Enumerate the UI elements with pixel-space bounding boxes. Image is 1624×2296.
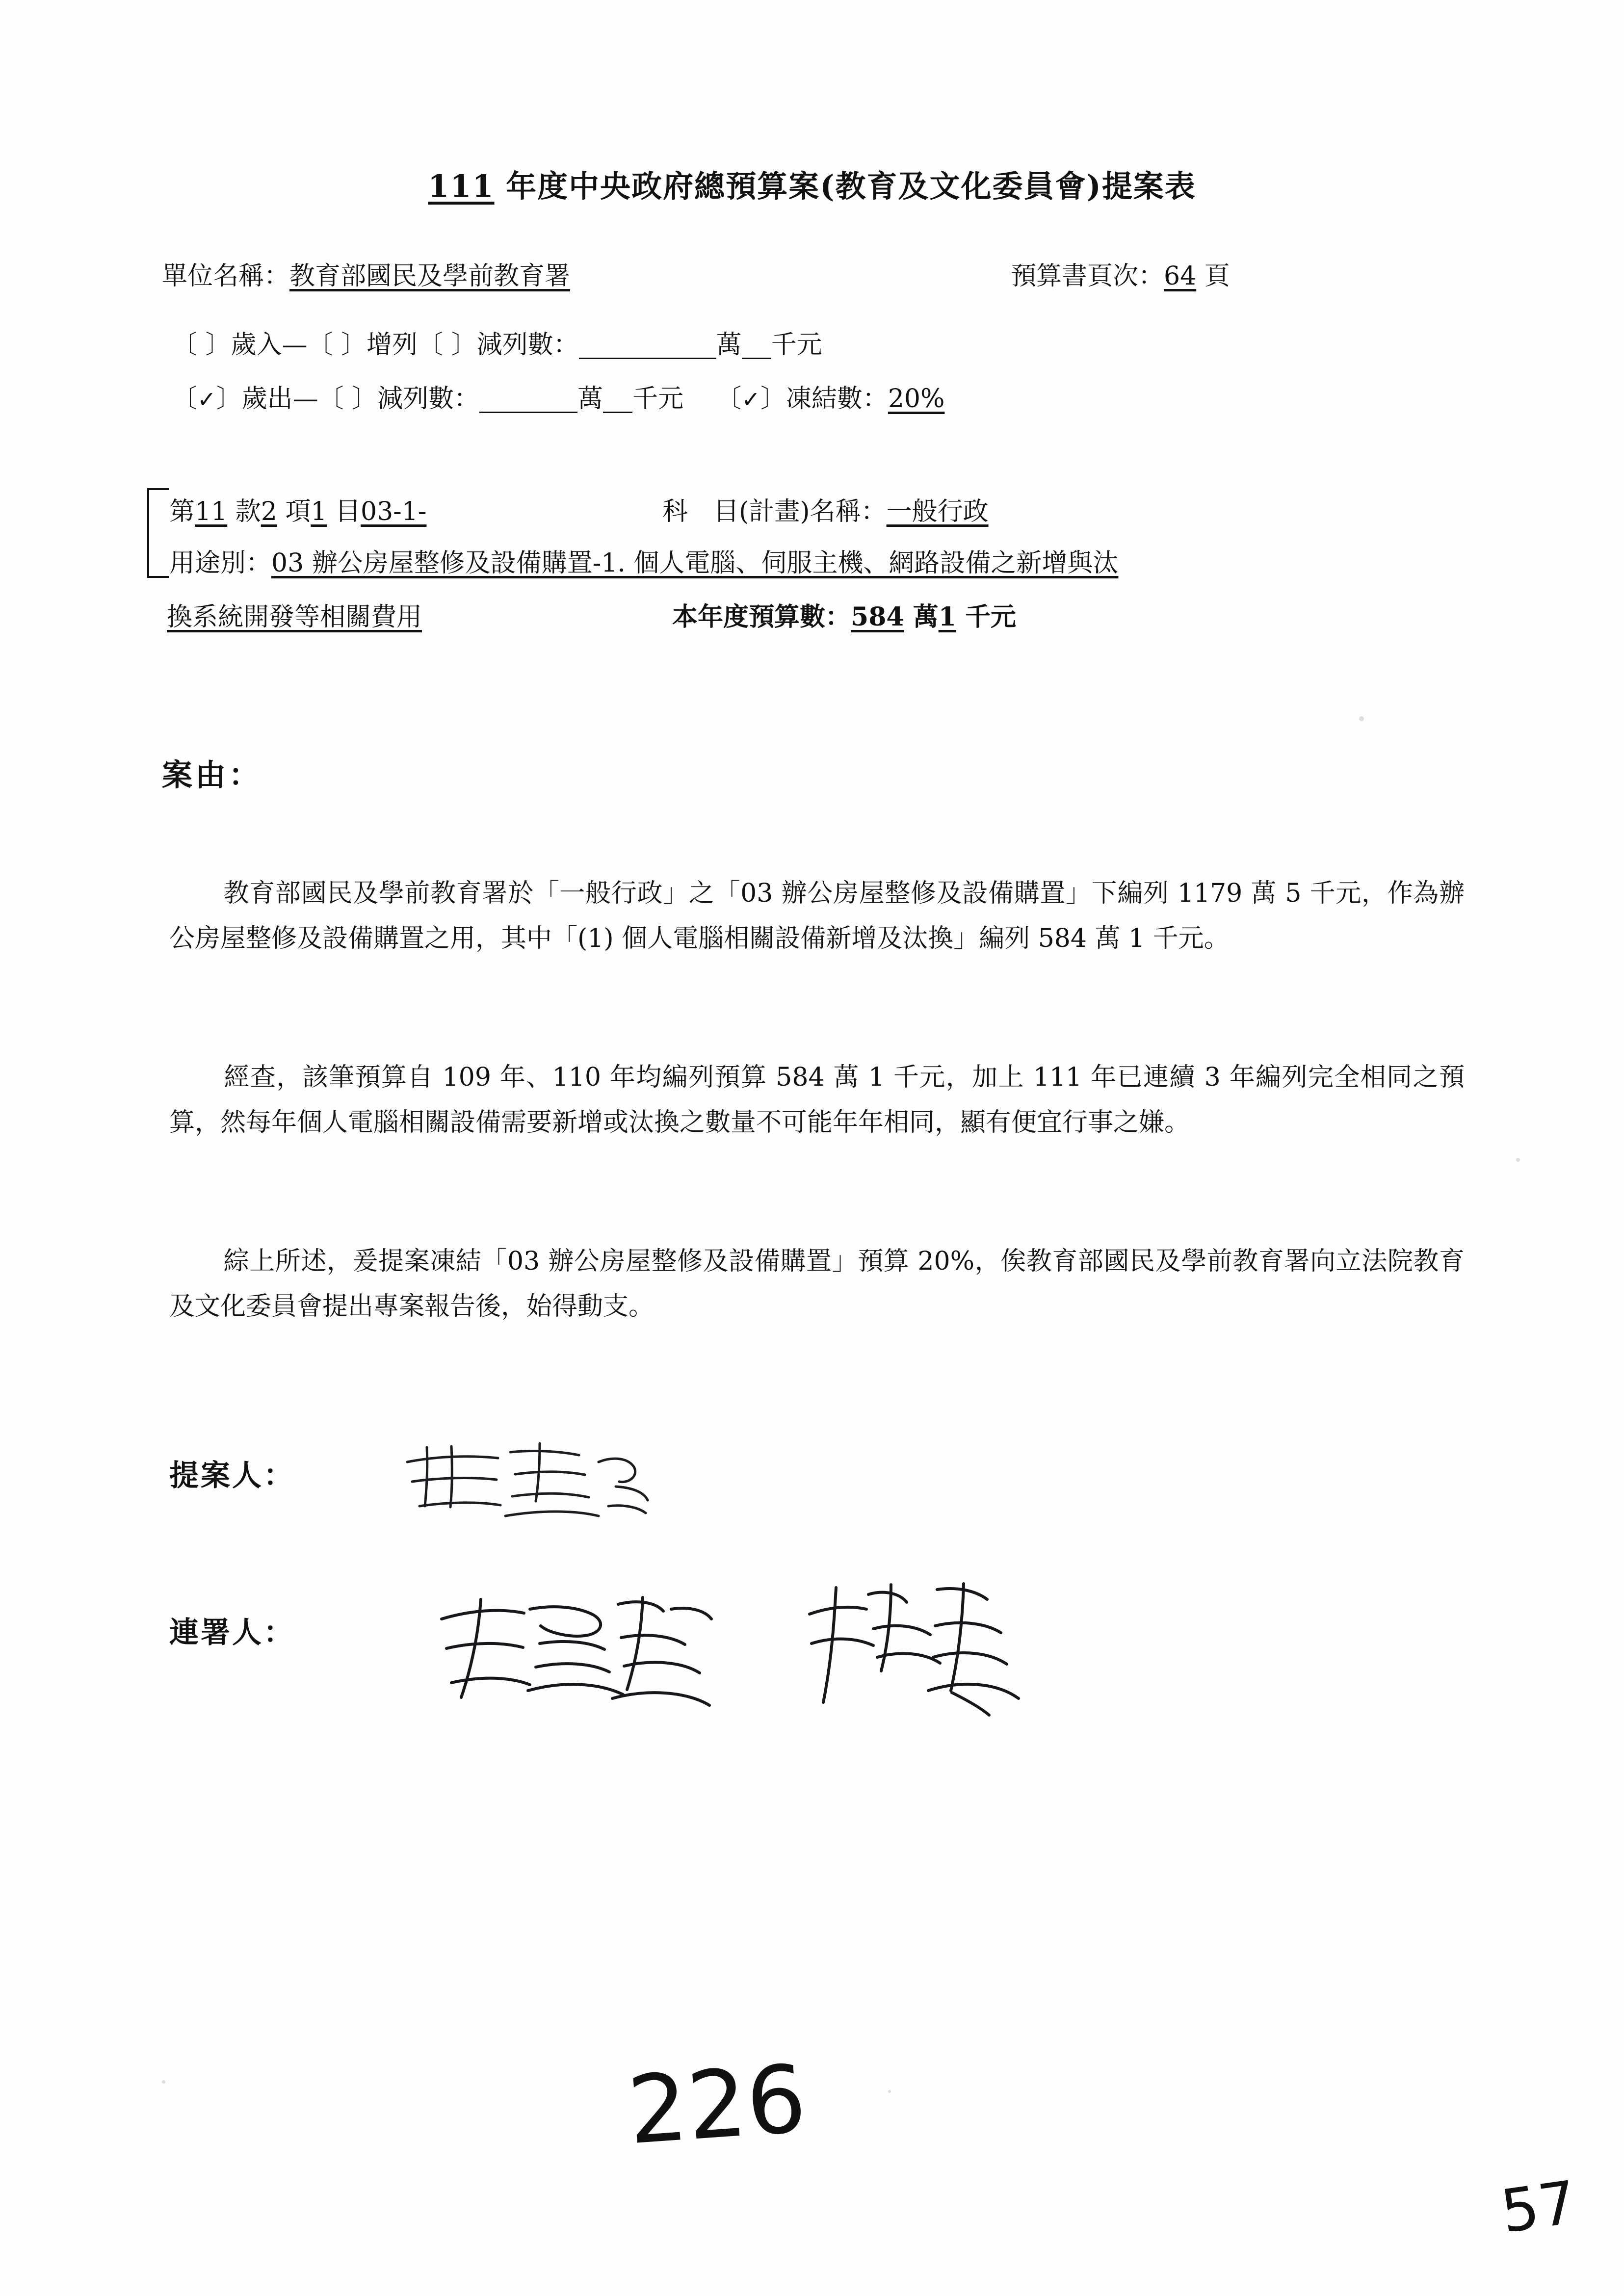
proposer-label: 提案人： (169, 1459, 295, 1493)
budget-book-page-value: 64 (1164, 261, 1197, 291)
purpose-value-line2: 換系統開發等相關費用 (167, 602, 422, 632)
income-unit-wan: 萬 (716, 330, 742, 360)
signature-proposer (393, 1433, 667, 1531)
item-group-bracket (147, 488, 169, 578)
case-paragraph-3-text: 綜上所述，爰提案凍結「03 辦公房屋整修及設備購置」預算 20%，俟教育部國民及學前教育署向立法院教育及文化委員會提出專案報告後，始得動支。 (169, 1247, 1465, 1321)
expenditure-unit-wan: 萬 (577, 384, 603, 414)
annual-budget-line (672, 596, 1016, 633)
annual-budget-unit-qian: 千元 (965, 602, 1016, 632)
bracket-open-1: 〔 (172, 384, 198, 414)
item-line (169, 491, 426, 527)
signature-cosigner-1 (432, 1585, 736, 1717)
budget-book-page-unit: 頁 (1204, 261, 1230, 291)
case-paragraph-1 (169, 871, 1465, 961)
expenditure-unit-qian: 千元 (632, 384, 684, 414)
income-qian-blank (742, 331, 771, 359)
budget-book-page-row (1011, 255, 1230, 292)
signature-cosigner-2 (795, 1575, 1030, 1717)
scan-speckle (1516, 1158, 1520, 1162)
item-xiang-value: 2 (261, 497, 277, 526)
item-code: 03-1- (361, 497, 427, 526)
income-amount-blank (579, 331, 716, 359)
subject-value: 一般行政 (886, 497, 989, 526)
case-paragraph-2-text: 經查，該筆預算自 109 年、110 年均編列預算 584 萬 1 千元，加上 111 年已連續 3 年編列完全相同之預算，然每年個人電腦相關設備需要新增或汰換之數量不可能年年相同，顯有便宜行事之嫌。 (169, 1063, 1465, 1137)
item-kuan-value: 11 (195, 497, 228, 526)
expenditure-checkbox-mark: ✓ (197, 386, 216, 413)
unit-name-label: 單位名稱： (162, 261, 290, 291)
title-year: 111 (428, 168, 495, 204)
unit-name-row (162, 255, 570, 292)
income-line-prefix: 〔 〕歲入—〔 〕增列〔 〕減列數： (172, 330, 579, 360)
corner-page-number: 57 (1497, 2168, 1581, 2246)
income-line (172, 324, 822, 361)
purpose-value-line1: 03 辦公房屋整修及設備購置-1. 個人電腦、伺服主機、網路設備之新增與汰 (271, 548, 1119, 578)
page-title (0, 162, 1624, 206)
bracket-open-2: 〔 (716, 384, 742, 414)
annual-budget-value2: 1 (938, 602, 956, 632)
expenditure-line (172, 378, 944, 415)
scan-speckle (1359, 716, 1364, 721)
freeze-value: 20% (888, 384, 945, 414)
unit-name-value: 教育部國民及學前教育署 (289, 261, 571, 291)
case-paragraph-2 (169, 1055, 1465, 1145)
freeze-checkbox-mark: ✓ (741, 386, 760, 413)
scan-speckle (888, 2090, 891, 2093)
purpose-line (169, 542, 1118, 579)
title-rest: 年度中央政府總預算案(教育及文化委員會)提案表 (506, 168, 1196, 204)
expenditure-amount-blank (479, 385, 577, 413)
subject-label: 科 目(計畫)名稱： (662, 497, 887, 526)
scan-speckle (162, 2080, 165, 2084)
cosigner-label: 連署人： (169, 1616, 295, 1650)
case-paragraph-1-text: 教育部國民及學前教育署於「一般行政」之「03 辦公房屋整修及設備購置」下編列 1179 萬 5 千元，作為辦公房屋整修及設備購置之用，其中「(1) 個人電腦相關設備新增及汰換」編列 584 萬 1 千元。 (169, 879, 1465, 953)
freeze-label: 〕凍結數： (760, 384, 888, 414)
stamp-page-number: 226 (624, 2044, 810, 2166)
purpose-label: 用途別： (169, 548, 272, 578)
expenditure-qian-blank (603, 385, 632, 413)
item-mu-value: 1 (311, 497, 327, 526)
annual-budget-value: 584 (851, 602, 904, 632)
annual-budget-label: 本年度預算數： (672, 602, 851, 632)
income-unit-qian: 千元 (771, 330, 822, 360)
budget-book-page-label: 預算書頁次： (1011, 261, 1164, 291)
case-reason-label: 案由： (162, 757, 262, 793)
item-kuan-unit: 款 (235, 497, 261, 526)
purpose-line-2 (167, 596, 422, 633)
annual-budget-unit-wan: 萬 (913, 602, 939, 632)
item-mu-unit: 目 (335, 497, 361, 526)
case-paragraph-3 (169, 1239, 1465, 1329)
expenditure-line-mid: 〕歲出—〔 〕減列數： (216, 384, 480, 414)
item-xiang-unit: 項 (285, 497, 311, 526)
item-kuan-label: 第 (169, 497, 195, 526)
subject-line (662, 491, 989, 527)
